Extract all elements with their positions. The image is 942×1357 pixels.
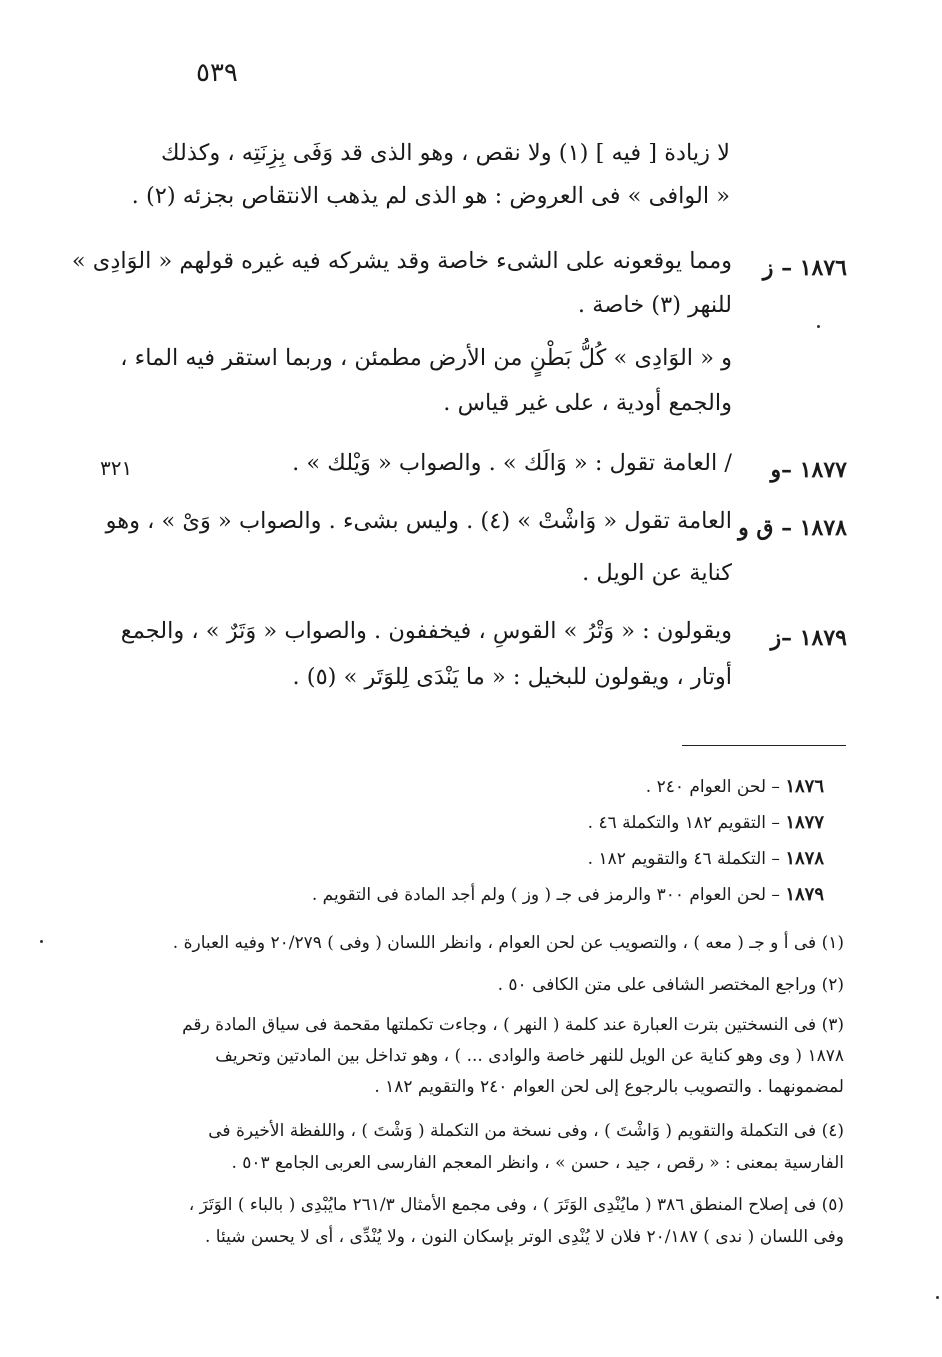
- source-reference: [646, 776, 824, 798]
- page-number: ٥٣٩: [196, 58, 238, 88]
- entry-number: ١٨٧٨ – ق و: [738, 515, 847, 541]
- footnote: ١٨٧٨ ( وى وهو كناية عن الويل للنهر خاصة والوادى ... ) ، وهو تداخل بين المادتين وتحريف: [215, 1046, 844, 1066]
- footnote: (٣) فى النسختين بترت العبارة عند كلمة ( النهر ) ، وجاءت تكملتها مقحمة فى سياق المادة رقم: [182, 1015, 844, 1035]
- scan-speck: [40, 940, 43, 943]
- body-line: والجمع أودية ، على غير قياس .: [443, 390, 732, 416]
- footnote-separator: [682, 745, 846, 746]
- scan-speck: [936, 1296, 939, 1299]
- source-entry-number: ١٨٧٨: [785, 848, 824, 869]
- footnote: وفى اللسان ( ندى ) ٢٠/١٨٧ فلان لا يُنْدِى الوتر بإسكان النون ، ولا يُنْدِّى ، أى لا يحسن شيئا .: [204, 1227, 844, 1247]
- entry-number: ١٨٧٧ –و: [770, 457, 847, 483]
- entry-number: ١٨٧٦ – ز: [762, 255, 847, 281]
- source-text: – التكملة ٤٦ والتقويم ١٨٢ .: [587, 849, 780, 869]
- margin-page-reference: ٣٢١: [100, 456, 133, 480]
- body-line: للنهر (٣) خاصة .: [577, 292, 732, 318]
- scan-speck: [817, 325, 820, 328]
- source-entry-number: ١٨٧٧: [785, 812, 824, 833]
- source-text: – لحن العوام ٢٤٠ .: [645, 777, 780, 797]
- footnote: (٤) فى التكملة والتقويم ( وَاشْتَ ) ، وفى نسخة من التكملة ( وَشْتَ ) ، واللفظة الأخيرة فى: [208, 1121, 844, 1141]
- body-line: لا زيادة [ فيه ] (١) ولا نقص ، وهو الذى قد وَفَى بِزِنَتِه ، وكذلك: [161, 140, 730, 166]
- source-text: – لحن العوام ٣٠٠ والرمز فى جـ ( وز ) ولم أجد المادة فى التقويم .: [311, 885, 780, 905]
- body-line: أوتار ، ويقولون للبخيل : « ما يَنْدَى لِلوَتَر » (٥) .: [292, 664, 732, 690]
- source-entry-number: ١٨٧٩: [785, 884, 824, 905]
- body-line: / العامة تقول : « وَالَك » . والصواب « وَيْلك » .: [292, 450, 732, 476]
- footnote: (٥) فى إصلاح المنطق ٣٨٦ ( مايُنْدِى الوَتَرَ ) ، وفى مجمع الأمثال ٢٦١/٣ مايُبْدِى ( بالباء ) الوَتَرَ ،: [188, 1195, 844, 1215]
- footnote: (١) فى أ و جـ ( معه ) ، والتصويب عن لحن العوام ، وانظر اللسان ( وفى ) ٢٠/٢٧٩ وفيه العبارة .: [172, 933, 844, 953]
- body-line: كناية عن الويل .: [582, 560, 732, 586]
- source-text: – التقويم ١٨٢ والتكملة ٤٦ .: [587, 813, 780, 833]
- source-reference: [588, 848, 824, 870]
- source-reference: [588, 812, 824, 834]
- source-reference: [312, 884, 824, 906]
- body-line: ويقولون : « وَتْرُ » القوسِ ، فيخففون . والصواب « وَتَرٌ » ، والجمع: [120, 618, 732, 644]
- body-line: « الوافى » فى العروض : هو الذى لم يذهب الانتقاص بجزئه (٢) .: [131, 183, 730, 209]
- footnote: الفارسية بمعنى : « رقص ، جيد ، حسن » ، وانظر المعجم الفارسى العربى الجامع ٥٠٣ .: [231, 1153, 844, 1173]
- footnote: لمضمونهما . والتصويب بالرجوع إلى لحن العوام ٢٤٠ والتقويم ١٨٢ .: [374, 1077, 844, 1097]
- entry-number: ١٨٧٩ –ز: [770, 625, 847, 651]
- body-line: العامة تقول « وَاشْتْ » (٤) . وليس بشىء . والصواب « وَىْ » ، وهو: [105, 508, 732, 534]
- footnote: (٢) وراجع المختصر الشافى على متن الكافى ٥٠ .: [497, 975, 844, 995]
- body-line: و « الوَادِى » كُلُّ بَطْنٍ من الأرض مطمئن ، وربما استقر فيه الماء ،: [120, 345, 732, 371]
- body-line: ومما يوقعونه على الشىء خاصة وقد يشركه فيه غيره قولهم « الوَادِى »: [71, 248, 732, 274]
- source-entry-number: ١٨٧٦: [785, 776, 824, 797]
